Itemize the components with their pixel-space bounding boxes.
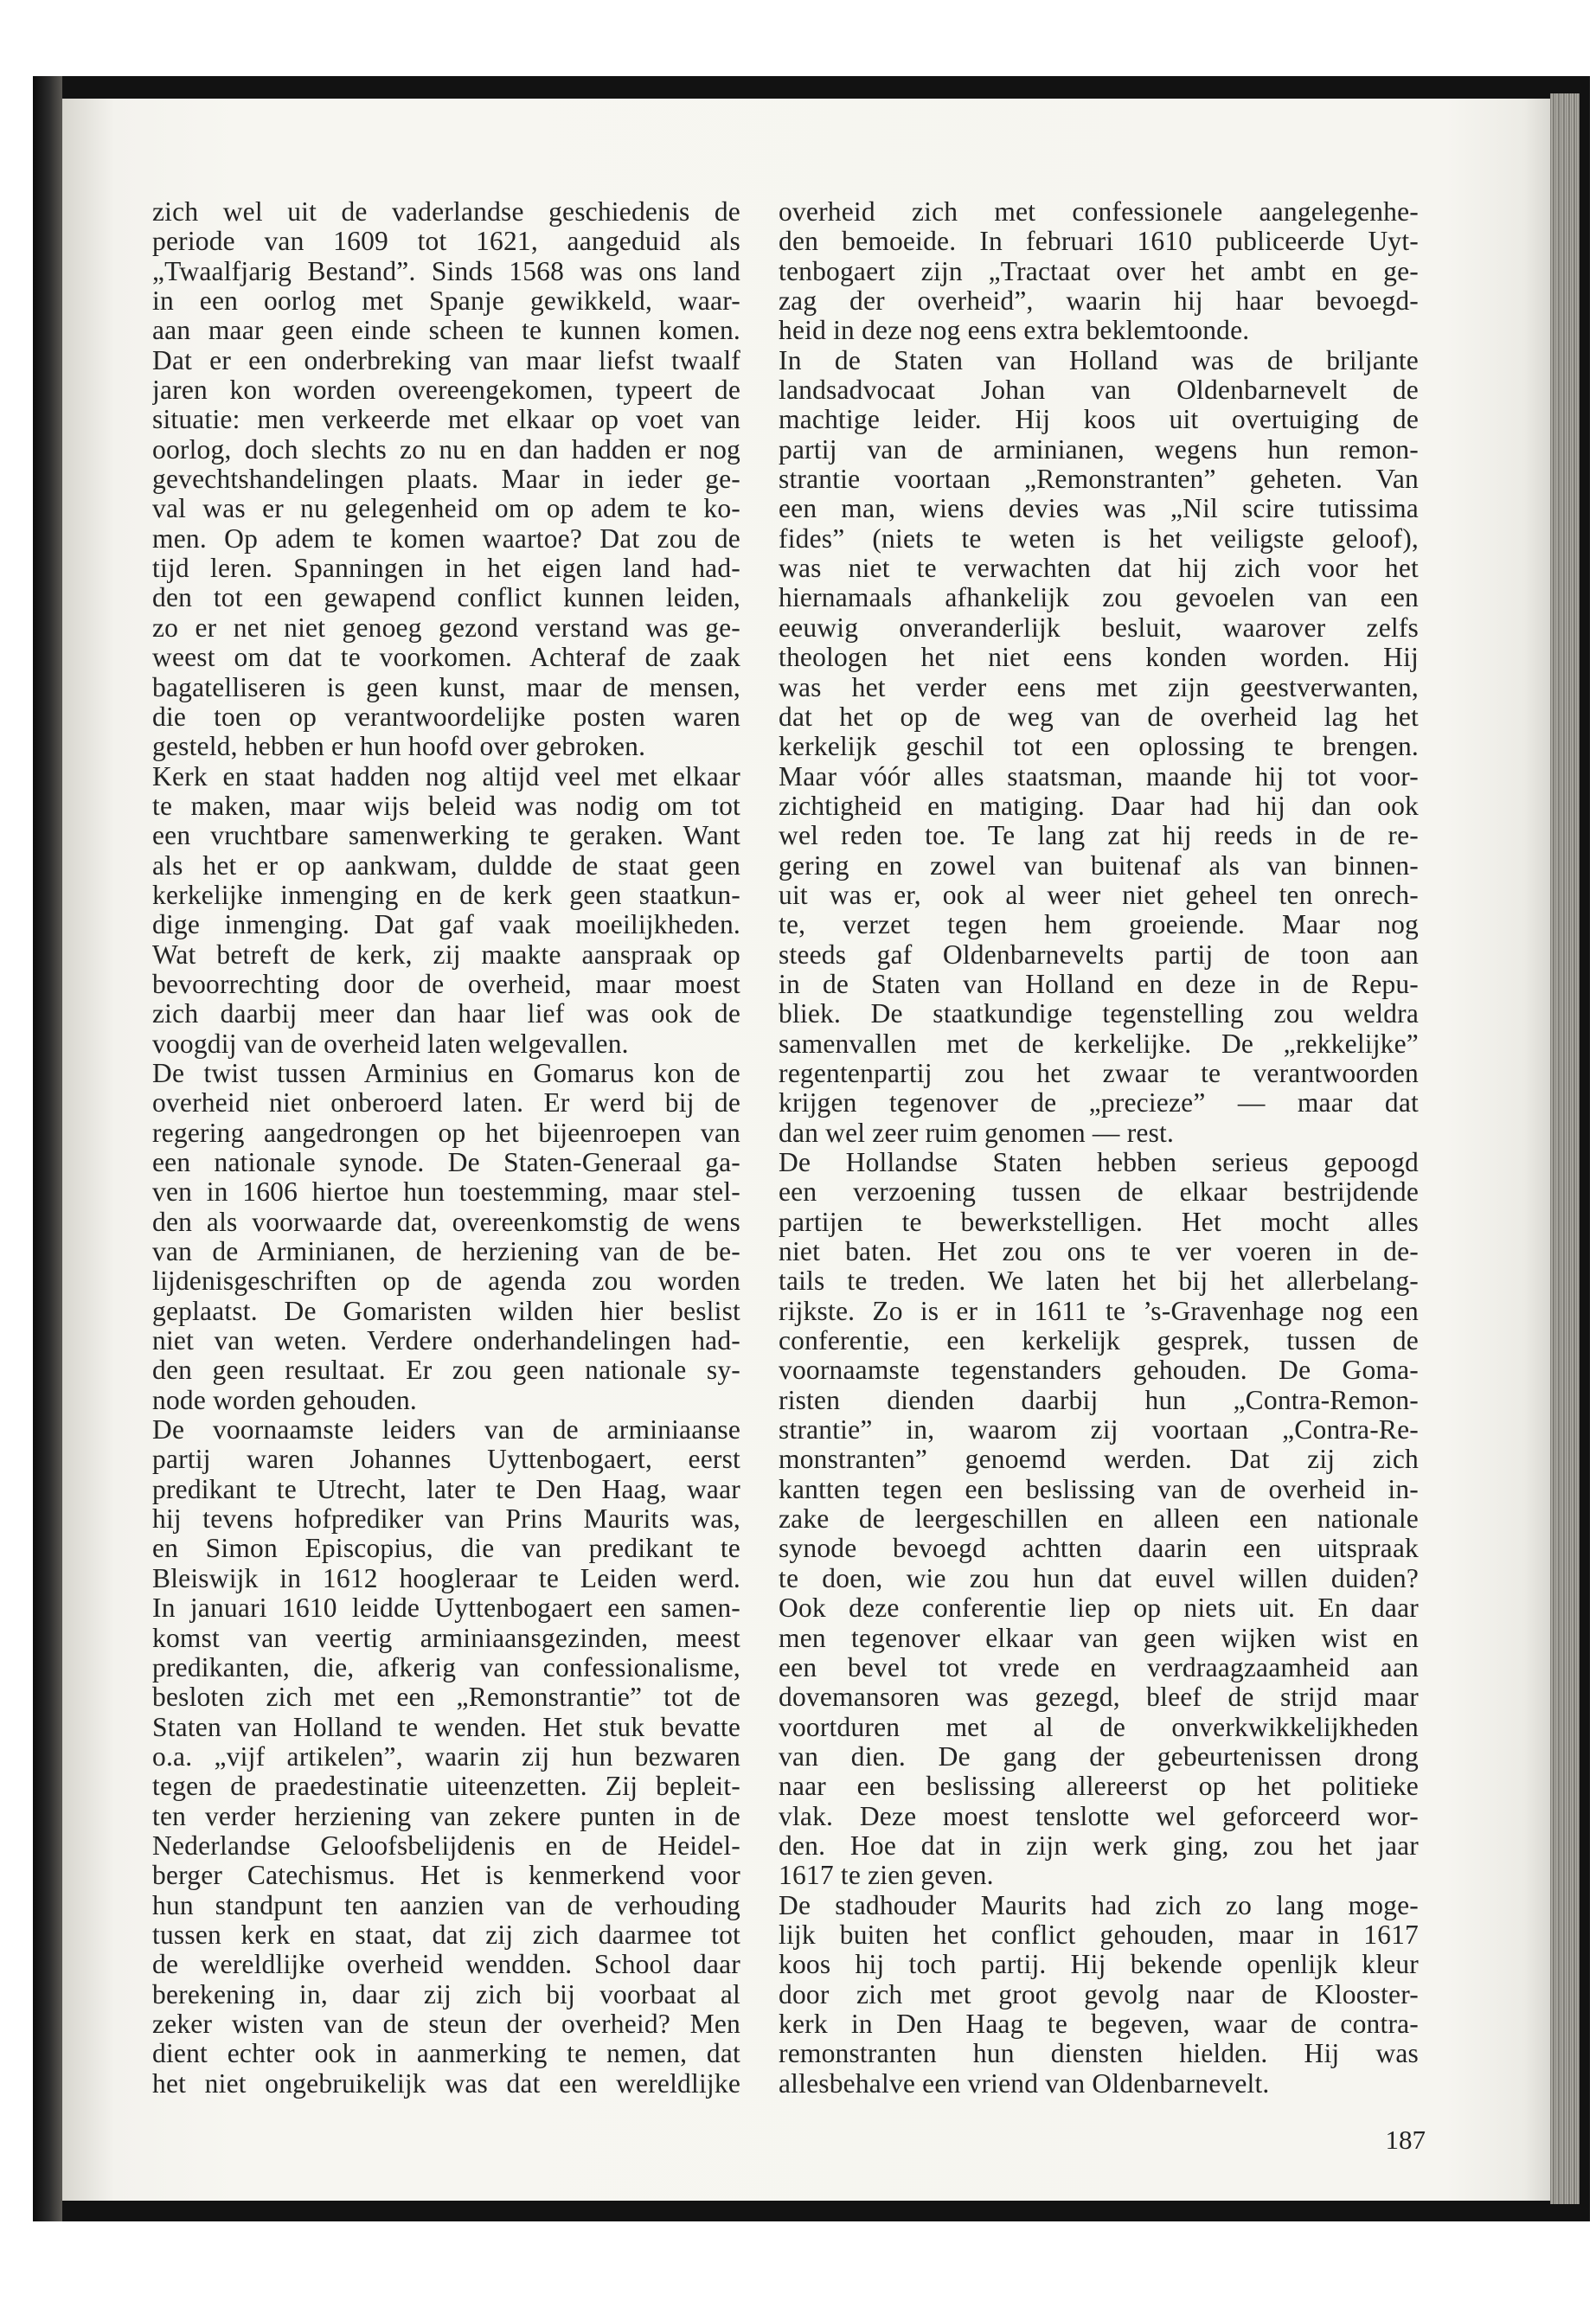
text-line: te doen, wie zou hun dat euvel willen duiden?	[779, 1563, 1419, 1593]
text-line: Ook deze conferentie liep op niets uit. En daar	[779, 1593, 1419, 1624]
text-line: kantten tegen een beslissing van de overheid in-	[779, 1474, 1419, 1504]
text-line: naar een beslissing allereerst op het politieke	[779, 1772, 1419, 1802]
text-line: hiernamaals afhankelijk zou gevoelen van een	[779, 583, 1419, 613]
text-line: koos hij toch partij. Hij bekende openlijk kleur	[779, 1950, 1419, 1980]
text-line: vlak. Deze moest tenslotte wel geforceerd wor-	[779, 1801, 1419, 1831]
text-line: besloten zich met een „Remonstrantie” tot de	[152, 1682, 740, 1713]
text-line: voornaamste tegenstanders gehouden. De Goma-	[779, 1356, 1419, 1386]
text-line: De twist tussen Arminius en Gomarus kon de	[152, 1058, 740, 1088]
text-line: remonstranten hun diensten hielden. Hij was	[779, 2039, 1419, 2069]
text-line: lijk buiten het conflict gehouden, maar in 1617	[779, 1920, 1419, 1950]
text-line: Wat betreft de kerk, zij maakte aanspraak op	[152, 939, 740, 970]
text-line: overheid zich met confessionele aangelegenhe-	[779, 197, 1419, 227]
text-line: tussen kerk en staat, dat zij zich daarmee tot	[152, 1920, 740, 1950]
text-line: tijd leren. Spanningen in het eigen land had-	[152, 554, 740, 584]
page-edges	[1550, 93, 1580, 2204]
text-line: bliek. De staatkundige tegenstelling zou weldra	[779, 999, 1419, 1029]
text-line: zeker wisten van de steun der overheid? Men	[152, 2009, 740, 2039]
text-line: en Simon Episcopius, die van predikant te	[152, 1534, 740, 1564]
text-line: tenbogaert zijn „Tractaat over het ambt en ge-	[779, 256, 1419, 286]
text-line: dat het op de weg van de overheid lag het	[779, 702, 1419, 732]
text-line: periode van 1609 tot 1621, aangeduid als	[152, 227, 740, 257]
text-line: ten verder herziening van zekere punten in de	[152, 1801, 740, 1831]
text-line: als het er op aankwam, duldde de staat geen	[152, 850, 740, 881]
text-line: theologen het niet eens konden worden. Hij	[779, 643, 1419, 673]
text-line: risten dienden daarbij hun „Contra-Remon-	[779, 1385, 1419, 1415]
text-line: voortduren met al de onverkwikkelijkheden	[779, 1712, 1419, 1742]
book-spine	[33, 76, 62, 2221]
text-line: predikant te Utrecht, later te Den Haag, waar	[152, 1474, 740, 1504]
text-line: in een oorlog met Spanje gewikkeld, waar-	[152, 286, 740, 317]
text-line: partij waren Johannes Uyttenbogaert, eerst	[152, 1445, 740, 1475]
text-line: machtige leider. Hij koos uit overtuiging de	[779, 405, 1419, 435]
text-line: den geen resultaat. Er zou geen nationale sy-	[152, 1356, 740, 1386]
text-line: van de Arminianen, de herziening van de be-	[152, 1237, 740, 1267]
text-line: tegen de praedestinatie uiteenzetten. Zij bepleit-	[152, 1772, 740, 1802]
text-line: was niet te verwachten dat hij zich voor het	[779, 554, 1419, 584]
text-line: predikanten, die, afkerig van confessionalisme,	[152, 1652, 740, 1682]
text-line: Kerk en staat hadden nog altijd veel met elkaar	[152, 761, 740, 792]
text-line: situatie: men verkeerde met elkaar op voet van	[152, 405, 740, 435]
text-line: o.a. „vijf artikelen”, waarin zij hun bezwaren	[152, 1741, 740, 1772]
page-number: 187	[1385, 2125, 1426, 2155]
text-line: rijkste. Zo is er in 1611 te ’s-Gravenhage nog een	[779, 1296, 1419, 1326]
text-line: een bevel tot vrede en verdraagzaamheid aan	[779, 1652, 1419, 1682]
text-line: Dat er een onderbreking van maar liefst twaalf	[152, 345, 740, 375]
text-line: kerkelijke inmenging en de kerk geen staatkun-	[152, 880, 740, 910]
text-line: het niet ongebruikelijk was dat een wereldlijke	[152, 2068, 740, 2099]
text-line: kerk in Den Haag te begeven, waar de contra-	[779, 2009, 1419, 2039]
text-line: den. Hoe dat in zijn werk ging, zou het jaar	[779, 1830, 1419, 1861]
text-line: regering aangedrongen op het bijeenroepen van	[152, 1118, 740, 1148]
text-line: een nationale synode. De Staten-Generaal ga-	[152, 1148, 740, 1177]
text-line: De voornaamste leiders van de arminiaanse	[152, 1415, 740, 1445]
text-line: lijdenisgeschriften op de agenda zou worden	[152, 1266, 740, 1297]
text-line: eeuwig onveranderlijk besluit, waarover zelfs	[779, 612, 1419, 643]
text-line: berekening in, daar zij zich bij voorbaat al	[152, 1979, 740, 2009]
left-text-column	[152, 197, 740, 2099]
text-line: regentenpartij zou het zwaar te verantwoorden	[779, 1058, 1419, 1088]
text-line: synode bevoegd achtten daarin een uitspraak	[779, 1534, 1419, 1564]
text-line: conferentie, een kerkelijk gesprek, tussen de	[779, 1326, 1419, 1356]
text-line: men tegenover elkaar van geen wijken wist en	[779, 1623, 1419, 1653]
text-line: partijen te bewerkstelligen. Het mocht alles	[779, 1207, 1419, 1237]
text-line: krijgen tegenover de „precieze” — maar dat	[779, 1088, 1419, 1118]
text-line: Staten van Holland te wenden. Het stuk bevatte	[152, 1712, 740, 1742]
text-line: ven in 1606 hiertoe hun toestemming, maar stel-	[152, 1177, 740, 1208]
text-line: men. Op adem te komen waartoe? Dat zou de	[152, 523, 740, 554]
text-line: aan maar geen einde scheen te kunnen komen.	[152, 316, 740, 346]
text-line: een vruchtbare samenwerking te geraken. Want	[152, 821, 740, 851]
text-line: heid in deze nog eens extra beklemtoonde.	[779, 316, 1250, 346]
text-line: berger Catechismus. Het is kenmerkend voor	[152, 1861, 740, 1891]
text-line: weest om dat te voorkomen. Achteraf de zaak	[152, 643, 740, 673]
text-line: partij van de arminianen, wegens hun remon-	[779, 434, 1419, 465]
text-line: wel reden toe. Te lang zat hij reeds in de re-	[779, 821, 1419, 851]
text-line: te maken, maar wijs beleid was nodig om tot	[152, 791, 740, 821]
text-line: den tot een gewapend conflict kunnen leiden,	[152, 583, 740, 613]
text-line: node worden gehouden.	[152, 1385, 417, 1415]
text-line: gesteld, hebben er hun hoofd over gebroken.	[152, 732, 646, 762]
text-line: Nederlandse Geloofsbelijdenis en de Heidel-	[152, 1830, 740, 1861]
text-line: Bleiswijk in 1612 hoogleraar te Leiden werd.	[152, 1563, 740, 1593]
text-line: zag der overheid”, waarin hij haar bevoegd-	[779, 286, 1419, 317]
text-line: bevoorrechting door de overheid, maar moest	[152, 969, 740, 999]
text-line: De Hollandse Staten hebben serieus gepoogd	[779, 1148, 1419, 1177]
text-line: oorlog, doch slechts zo nu en dan hadden er nog	[152, 434, 740, 465]
text-line: een verzoening tussen de elkaar bestrijdende	[779, 1177, 1419, 1208]
text-line: zich wel uit de vaderlandse geschiedenis de	[152, 197, 740, 227]
text-line: gering en zowel van buitenaf als van binnen-	[779, 850, 1419, 881]
text-line: een man, wiens devies was „Nil scire tutissima	[779, 494, 1419, 524]
text-line: dovemansoren was gezegd, bleef de strijd maar	[779, 1682, 1419, 1713]
text-line: geplaatst. De Gomaristen wilden hier beslist	[152, 1296, 740, 1326]
text-line: hij tevens hofprediker van Prins Maurits was,	[152, 1504, 740, 1535]
text-line: landsadvocaat Johan van Oldenbarnevelt de	[779, 375, 1419, 406]
text-line: zichtigheid en matiging. Daar had hij dan ook	[779, 791, 1419, 821]
text-line: dige inmenging. Dat gaf vaak moeilijkheden.	[152, 910, 740, 940]
text-line: overheid niet onberoerd laten. Er werd bij de	[152, 1088, 740, 1118]
text-line: den bemoeide. In februari 1610 publiceerde Uyt-	[779, 227, 1419, 257]
text-line: niet baten. Het zou ons te ver voeren in de-	[779, 1237, 1419, 1267]
text-line: In de Staten van Holland was de briljante	[779, 345, 1419, 375]
text-line: niet van weten. Verdere onderhandelingen had-	[152, 1326, 740, 1356]
right-text-column	[779, 197, 1419, 2099]
text-line: den als voorwaarde dat, overeenkomstig de wens	[152, 1207, 740, 1237]
text-line: die toen op verantwoordelijke posten waren	[152, 702, 740, 732]
text-line: In januari 1610 leidde Uyttenbogaert een samen-	[152, 1593, 740, 1624]
text-line: kerkelijk geschil tot een oplossing te brengen.	[779, 732, 1419, 762]
text-line: fides” (niets te weten is het veiligste geloof),	[779, 523, 1419, 554]
text-line: voogdij van de overheid laten welgevallen.	[152, 1029, 629, 1059]
text-line: hun standpunt ten aanzien van de verhouding	[152, 1890, 740, 1920]
text-line: „Twaalfjarig Bestand”. Sinds 1568 was ons land	[152, 256, 740, 286]
text-line: jaren kon worden overeengekomen, typeert de	[152, 375, 740, 406]
text-line: zich daarbij meer dan haar lief was ook de	[152, 999, 740, 1029]
text-line: strantie voortaan „Remonstranten” geheten. Van	[779, 465, 1419, 495]
text-line: tails te treden. We laten het bij het allerbelang-	[779, 1266, 1419, 1297]
text-line: 1617 te zien geven.	[779, 1861, 994, 1891]
text-line: in de Staten van Holland en deze in de Repu-	[779, 969, 1419, 999]
text-line: De stadhouder Maurits had zich zo lang moge-	[779, 1890, 1419, 1920]
text-line: samenvallen met de kerkelijke. De „rekkelijke”	[779, 1029, 1419, 1059]
text-line: zo er net niet genoeg gezond verstand was ge-	[152, 612, 740, 643]
text-line: steeds gaf Oldenbarnevelts partij de toon aan	[779, 939, 1419, 970]
text-line: allesbehalve een vriend van Oldenbarnevelt.	[779, 2068, 1270, 2099]
text-line: gevechtshandelingen plaats. Maar in ieder ge-	[152, 465, 740, 495]
text-line: te, verzet tegen hem groeiende. Maar nog	[779, 910, 1419, 940]
text-line: uit was er, ook al weer niet geheel ten onrech-	[779, 880, 1419, 910]
text-line: strantie” in, waarom zij voortaan „Contra-Re-	[779, 1415, 1419, 1445]
text-line: door zich met groot gevolg naar de Klooster-	[779, 1979, 1419, 2009]
text-line: Maar vóór alles staatsman, maande hij tot voor-	[779, 761, 1419, 792]
text-line: dient echter ook in aanmerking te nemen, dat	[152, 2039, 740, 2069]
text-line: de wereldlijke overheid wendden. School daar	[152, 1950, 740, 1980]
text-line: van dien. De gang der gebeurtenissen drong	[779, 1741, 1419, 1772]
text-line: komst van veertig arminiaansgezinden, meest	[152, 1623, 740, 1653]
text-line: val was er nu gelegenheid om op adem te ko-	[152, 494, 740, 524]
text-line: was het verder eens met zijn geestverwanten,	[779, 672, 1419, 702]
text-line: dan wel zeer ruim genomen — rest.	[779, 1118, 1175, 1148]
text-line: zake de leergeschillen en alleen een nationale	[779, 1504, 1419, 1535]
text-line: monstranten” genoemd werden. Dat zij zich	[779, 1445, 1419, 1475]
text-line: bagatelliseren is geen kunst, maar de mensen,	[152, 672, 740, 702]
